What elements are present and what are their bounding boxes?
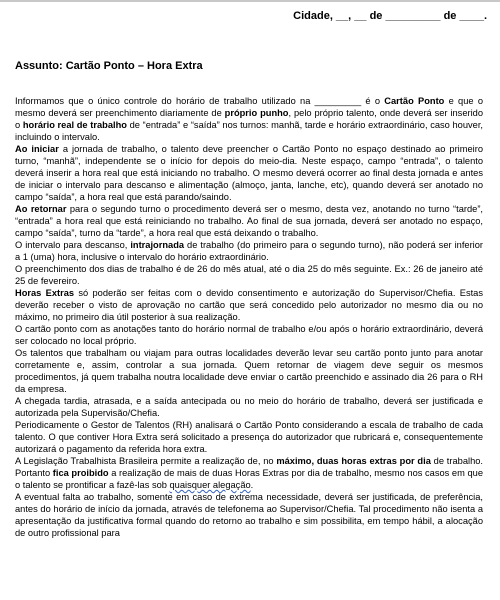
text-run: A eventual falta ao trabalho, somente em caso de extrema necessidade, deverá ser justificada, de preferência, antes do horário de início da jornada, através de telefonema ao Supervisor/Chefia. Tal procedimento não isenta a apresentação da justificativa formal quando do retorno ao trabalho e sim possibilita, em tempo hábil, a alocação de outro profissional para	[15, 492, 483, 538]
top-divider	[0, 0, 500, 2]
subject-heading: Assunto: Cartão Ponto – Hora Extra	[15, 60, 203, 72]
bold-text: fica proibido	[52, 468, 109, 478]
text-run: de “entrada” e “saída” nos turnos: manhã, tarde e horário extraordinário, caso houver, incluindo o intervalo.	[15, 120, 484, 142]
text-run: de trabalho. Portanto	[15, 456, 483, 478]
paragraph	[15, 395, 483, 419]
text-run: de trabalho (do primeiro para o segundo turno), não poderá ser inferior a 1 (uma) hora, inclusive o intervalo do horário extraordinário.	[15, 240, 483, 262]
text-run: O intervalo para descanso,	[15, 240, 131, 250]
text-run: Periodicamente o Gestor de Talentos (RH) analisará o Cartão Ponto considerando a escala de trabalho de cada talento. O que contiver Hora Extra será solicitado a presença do autorizador que rubricará e, consequentemente autorizará o pagamento da referida hora extra.	[15, 420, 483, 454]
text-run: a jornada de trabalho, o talento deve preencher o Cartão Ponto no espaço destinado ao primeiro turno, “manhã”, independente se o início for depois do meio-dia. Neste espaço, campo “entrada”, o talento deverá inserir a hora real que está iniciando no trabalho. O mesmo deverá ocorrer ao final desta jornada e antes de iniciar o intervalo para descanso e alimentação (almoço, janta, lanche, etc), quando deverá ser anotado no campo “saída”, a hora real que está parando/saindo.	[15, 144, 483, 202]
bold-text: próprio punho	[224, 108, 289, 118]
bold-text: Ao retornar	[15, 204, 67, 214]
text-run: .	[250, 480, 254, 490]
paragraph	[15, 239, 483, 263]
text-run: e que o mesmo deverá ser preenchimento diariamente de	[15, 96, 483, 118]
text-run: O preenchimento dos dias de trabalho é de 26 do mês atual, até o dia 25 do mês seguinte. Ex.: 26 de janeiro até 25 de fevereiro.	[15, 264, 483, 286]
paragraph	[15, 491, 483, 539]
text-run: a realização de mais de duas Horas Extras por dia de trabalho, mesmo nos casos em que o talento se prontificar a fazê-las sob	[15, 468, 483, 490]
paragraph	[15, 95, 483, 143]
document-body	[15, 95, 483, 539]
text-run: Os talentos que trabalham ou viajam para outras localidades deverão levar seu cartão ponto junto para anotar corretamente e, assim, controlar a sua jornada. Quem retornar de viagem deve seguir os mesmos procedimentos, já quem trabalha noutra localidade deve enviar o cartão preenchido e assinado dia 26 para o RH da empresa.	[15, 348, 483, 394]
paragraph	[15, 203, 483, 239]
bold-text: máximo, duas horas extras por dia	[276, 456, 431, 466]
paragraph	[15, 263, 483, 287]
date-line: Cidade, __, __ de _________ de ____.	[293, 10, 487, 22]
text-run: só poderão ser feitas com o devido consentimento e autorização do Supervisor/Chefia. Estas deverão receber o visto de aprovação no cartão que será concedido pelo autorizador no mesmo dia ou no máximo, no primeiro dia útil posterior à sua realização.	[15, 288, 483, 322]
text-run: , pelo próprio talento, onde deverá ser inserido o	[15, 108, 483, 130]
text-run: A chegada tardia, atrasada, e a saída antecipada ou no meio do horário de trabalho, deverá ser justificada e autorizada pela Supervisão/Chefia.	[15, 396, 483, 418]
text-run: Informamos que o único controle do horário de trabalho utilizado na _________ é o	[15, 96, 385, 106]
bold-text: Cartão Ponto	[384, 96, 445, 106]
paragraph	[15, 347, 483, 395]
bold-text: horário real de trabalho	[22, 120, 127, 130]
text-run: O cartão ponto com as anotações tanto do horário normal de trabalho e/ou após o horário extraordinário, deverá ser colocado no local próprio.	[15, 324, 483, 346]
paragraph	[15, 143, 483, 203]
bold-text: intrajornada	[130, 240, 185, 250]
bold-text: Horas Extras	[15, 288, 75, 298]
paragraph	[15, 287, 483, 323]
paragraph	[15, 455, 483, 491]
text-run: quaisquer alegação	[169, 480, 251, 490]
text-run: para o segundo turno o procedimento deverá ser o mesmo, desta vez, anotando no turno “tarde”, “entrada” a hora real que está reiniciando no trabalho. Ao final de sua jornada, deverá ser anotado no espaço, campo “saída”, turno da “tarde”, a hora real que está deixando o trabalho.	[15, 204, 484, 238]
bold-text: Ao iniciar	[15, 144, 59, 154]
paragraph	[15, 419, 483, 455]
paragraph	[15, 323, 483, 347]
text-run: A Legislação Trabalhista Brasileira permite a realização de, no	[15, 456, 277, 466]
